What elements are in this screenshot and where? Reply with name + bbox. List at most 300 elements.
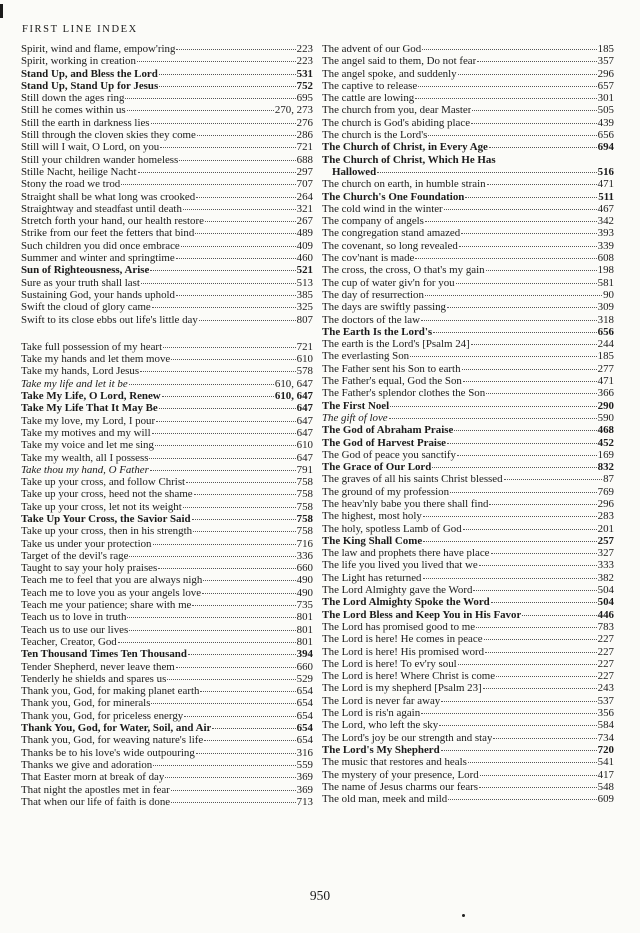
index-entry [21, 636, 313, 648]
entry-first-line: Still through the cloven skies they come [21, 129, 196, 142]
entry-first-line: The holy, spotless Lamb of God [322, 522, 462, 535]
entry-hymn-number: 277 [597, 362, 614, 375]
entry-hymn-number: 654 [296, 722, 313, 735]
entry-first-line: The Lord's My Shepherd [322, 743, 440, 756]
index-entry [21, 378, 313, 390]
entry-first-line: Take up your cross, heed not the shame [21, 488, 193, 501]
entry-first-line: The doctors of the law [322, 313, 420, 326]
dot-leader [423, 578, 597, 579]
dot-leader [441, 701, 596, 702]
entry-hymn-number: 647 [296, 451, 313, 464]
entry-hymn-number: 409 [296, 239, 313, 252]
entry-first-line: Thank You, God, for Water, Soil, and Air [21, 722, 212, 735]
dot-leader [450, 492, 597, 493]
entry-hymn-number: 385 [296, 288, 313, 301]
dot-leader [423, 541, 597, 542]
entry-hymn-number: 321 [296, 202, 313, 215]
dot-leader [192, 519, 296, 520]
entry-first-line: Thank you, God, for making planet earth [21, 685, 200, 698]
entry-first-line: Take my hands, Lord Jesus [21, 365, 140, 378]
index-entry [21, 55, 313, 67]
entry-first-line: The everlasting Son [322, 350, 410, 363]
index-entry [322, 92, 614, 104]
dot-leader [422, 49, 596, 50]
entry-hymn-number: 541 [597, 756, 614, 769]
index-entry [21, 104, 313, 116]
entry-first-line: The earth is the Lord's [Psalm 24] [322, 338, 470, 351]
dot-leader [444, 209, 597, 210]
index-entry [322, 621, 614, 633]
index-entry [21, 734, 313, 746]
dot-leader [461, 233, 596, 234]
dot-leader [472, 110, 596, 111]
dot-leader [121, 184, 295, 185]
dot-leader [151, 123, 296, 124]
index-entry [21, 215, 313, 227]
index-entry [21, 390, 313, 402]
dot-leader [491, 602, 597, 603]
index-entry [322, 203, 614, 215]
margin-dot [462, 914, 465, 917]
index-entry [21, 452, 313, 464]
entry-first-line: Take My Life That It May Be [21, 402, 158, 415]
entry-first-line: The King Shall Come [322, 534, 423, 547]
entry-hymn-number: 660 [296, 562, 313, 575]
entry-first-line: Spirit, working in creation [21, 55, 136, 68]
entry-first-line: Target of the devil's rage [21, 549, 129, 562]
dot-leader [463, 381, 597, 382]
dot-leader [171, 359, 295, 360]
entry-first-line: Teach me to feel that you are always nigh [21, 574, 203, 587]
index-entry [21, 685, 313, 697]
entry-hymn-number: 801 [296, 635, 313, 648]
index-entry [21, 513, 313, 525]
dot-leader [415, 98, 596, 99]
entry-hymn-number: 327 [597, 547, 614, 560]
index-entry [21, 80, 313, 92]
entry-hymn-number: 752 [296, 79, 313, 92]
index-entry [21, 624, 313, 636]
dot-leader [204, 740, 295, 741]
entry-hymn-number: 393 [597, 227, 614, 240]
entry-first-line: Thanks be to his love's wide outpouring [21, 746, 195, 759]
entry-hymn-number: 394 [296, 648, 313, 661]
dot-leader [179, 160, 295, 161]
entry-first-line: The God of Abraham Praise [322, 424, 454, 437]
dot-leader [151, 703, 295, 704]
entry-hymn-number: 243 [597, 682, 614, 695]
entry-hymn-number: 342 [597, 215, 614, 228]
entry-hymn-number: 290 [597, 399, 614, 412]
dot-leader [212, 728, 295, 729]
entry-first-line: The Lord's joy be our strength and stay [322, 731, 493, 744]
index-entry [322, 117, 614, 129]
index-entry [21, 92, 313, 104]
dot-leader [140, 371, 296, 372]
dot-leader [457, 455, 597, 456]
dot-leader [176, 667, 296, 668]
entry-first-line: Teach us to love in truth [21, 611, 127, 624]
entry-first-line: Take my motives and my will [21, 426, 151, 439]
entry-hymn-number: 660 [296, 660, 313, 673]
entry-first-line: The cov'nant is made [322, 252, 415, 265]
entry-hymn-number: 801 [296, 611, 313, 624]
entry-first-line: The advent of our God [322, 43, 422, 55]
index-entry [322, 68, 614, 80]
index-entry [21, 611, 313, 623]
index-entry [322, 695, 614, 707]
entry-hymn-number: 244 [597, 338, 614, 351]
entry-first-line: Thank you, God, for priceless energy [21, 709, 184, 722]
entry-first-line: The Lord Bless and Keep You in His Favor [322, 608, 522, 621]
index-entry [21, 488, 313, 500]
index-entry [21, 697, 313, 709]
entry-hymn-number: 257 [597, 534, 614, 547]
dot-leader [471, 344, 597, 345]
entry-hymn-number: 511 [598, 190, 614, 203]
dot-leader [196, 753, 296, 754]
index-entry [322, 314, 614, 326]
entry-first-line: Still will I wait, O Lord, on you [21, 141, 160, 154]
dot-leader [186, 482, 296, 483]
entry-first-line: Thanks we give and adoration [21, 758, 153, 771]
dot-leader [418, 86, 596, 87]
index-entry [322, 633, 614, 645]
entry-hymn-number: 201 [597, 522, 614, 535]
index-entry [322, 732, 614, 744]
dot-leader [155, 445, 296, 446]
dot-leader [203, 580, 295, 581]
dot-leader [158, 568, 295, 569]
entry-hymn-number: 439 [597, 116, 614, 129]
index-entry [322, 55, 614, 67]
index-entry [322, 252, 614, 264]
index-entry [322, 400, 614, 412]
dot-leader [165, 777, 295, 778]
entry-hymn-number: 446 [597, 608, 614, 621]
page-edge-mark [0, 4, 3, 18]
entry-hymn-number: 336 [296, 549, 313, 562]
entry-first-line: The name of Jesus charms our fears [322, 780, 479, 793]
index-entry [322, 646, 614, 658]
entry-first-line: Still he comes within us [21, 104, 126, 117]
entry-hymn-number: 490 [296, 586, 313, 599]
dot-leader [493, 738, 596, 739]
entry-first-line: Take up your cross, and follow Christ [21, 476, 186, 489]
entry-first-line: The Light has returned [322, 571, 422, 584]
index-entry [21, 240, 313, 252]
dot-leader [129, 556, 295, 557]
dot-leader [129, 630, 295, 631]
dot-leader [454, 430, 596, 431]
entry-hymn-number: 656 [597, 325, 614, 338]
entry-first-line: The cross, the cross, O that's my gain [322, 264, 485, 277]
entry-first-line: The cold wind in the winter [322, 202, 443, 215]
entry-first-line: The angel spoke, and suddenly [322, 67, 457, 80]
entry-first-line: Take thou my hand, O Father [21, 463, 149, 476]
index-entry [21, 314, 313, 326]
entry-hymn-number: 87 [603, 473, 614, 486]
index-entry [21, 784, 313, 796]
dot-leader [425, 295, 602, 296]
entry-hymn-number: 610, 647 [274, 390, 313, 403]
entry-first-line: The Lord is here! He comes in peace [322, 633, 483, 646]
entry-hymn-number: 382 [597, 571, 614, 584]
index-entry [322, 547, 614, 559]
index-entry [21, 464, 313, 476]
dot-leader [197, 135, 296, 136]
index-entry [21, 117, 313, 129]
dot-leader [462, 369, 597, 370]
entry-hymn-number: 610, 647 [274, 377, 313, 390]
dot-leader [477, 61, 596, 62]
entry-first-line: The congregation stand amazed [322, 227, 461, 240]
entry-first-line: The Lord is ris'n again [322, 707, 421, 720]
dot-leader [153, 765, 295, 766]
entry-first-line: Straight shall be what long was crooked [21, 190, 196, 203]
index-entry [322, 80, 614, 92]
index-entry [322, 191, 614, 203]
dot-leader [463, 529, 597, 530]
entry-hymn-number: 316 [296, 746, 313, 759]
entry-hymn-number: 460 [296, 252, 313, 265]
entry-first-line: Stand Up, and Bless the Lord [21, 67, 158, 80]
page-number: 950 [309, 888, 331, 903]
dot-leader [410, 356, 597, 357]
dot-leader [487, 184, 597, 185]
entry-hymn-number: 548 [597, 780, 614, 793]
index-entry [322, 658, 614, 670]
entry-first-line: The Father's equal, God the Son [322, 375, 462, 388]
entry-first-line: The graves of all his saints Christ blessed [322, 473, 503, 486]
index-entry [21, 365, 313, 377]
entry-hymn-number: 758 [296, 525, 313, 538]
entry-hymn-number: 529 [296, 672, 313, 685]
entry-first-line: Tenderly he shields and spares us [21, 672, 167, 685]
entry-first-line: The company of angels [322, 215, 424, 228]
entry-first-line: Still down the ages ring [21, 92, 125, 105]
entry-hymn-number: 504 [597, 596, 614, 609]
dot-leader [433, 332, 597, 333]
dot-leader [196, 197, 295, 198]
right-group-the [322, 43, 614, 805]
entry-first-line: That night the apostles met in fear [21, 783, 170, 796]
index-entry [21, 525, 313, 537]
dot-leader [480, 775, 597, 776]
dot-leader [485, 652, 597, 653]
index-entry [322, 264, 614, 276]
dot-leader [479, 787, 597, 788]
entry-first-line: The God of peace you sanctify [322, 448, 456, 461]
entry-hymn-number: 758 [296, 488, 313, 501]
dot-leader [471, 123, 597, 124]
entry-first-line: Stille Nacht, heilige Nacht [21, 165, 137, 178]
entry-first-line: The Grace of Our Lord [322, 461, 432, 474]
entry-hymn-number: 505 [597, 104, 614, 117]
index-entry [322, 461, 614, 473]
dot-leader [447, 307, 597, 308]
entry-hymn-number: 339 [597, 239, 614, 252]
entry-hymn-number: 325 [296, 301, 313, 314]
dot-leader [390, 406, 597, 407]
page-header: FIRST LINE INDEX [22, 24, 138, 35]
entry-first-line: The Father sent his Son to earth [322, 362, 461, 375]
dot-leader [176, 295, 296, 296]
index-entry [322, 437, 614, 449]
entry-hymn-number: 521 [296, 264, 313, 277]
dot-leader [496, 676, 597, 677]
index-entry [322, 129, 614, 141]
dot-leader [486, 393, 596, 394]
dot-leader [459, 246, 597, 247]
group-gap [21, 326, 313, 341]
index-entry [21, 289, 313, 301]
index-entry [21, 277, 313, 289]
dot-leader [118, 642, 296, 643]
entry-hymn-number: 647 [296, 426, 313, 439]
entry-hymn-number: 369 [296, 771, 313, 784]
left-group-t [21, 341, 313, 808]
entry-first-line: Still your children wander homeless [21, 153, 179, 166]
index-entry [21, 747, 313, 759]
entry-hymn-number: 227 [597, 633, 614, 646]
entry-hymn-number: 468 [597, 424, 614, 437]
dot-leader [129, 384, 274, 385]
dot-leader [473, 590, 596, 591]
entry-hymn-number: 369 [296, 783, 313, 796]
index-entry [322, 227, 614, 239]
dot-leader [156, 421, 296, 422]
entry-hymn-number: 452 [597, 436, 614, 449]
entry-hymn-number: 654 [296, 697, 313, 710]
index-entry [322, 498, 614, 510]
index-entry [21, 154, 313, 166]
entry-hymn-number: 531 [296, 67, 313, 80]
index-entry [21, 796, 313, 808]
entry-first-line: Tender Shepherd, never leave them [21, 660, 175, 673]
entry-first-line: The Father's splendor clothes the Son [322, 387, 486, 400]
entry-first-line: The days are swiftly passing [322, 301, 447, 314]
entry-hymn-number: 721 [296, 340, 313, 353]
dot-leader [476, 627, 597, 628]
index-entry [21, 501, 313, 513]
entry-hymn-number: 608 [597, 252, 614, 265]
entry-hymn-number: 721 [296, 141, 313, 154]
entry-first-line: The Lord is here! His promised word [322, 645, 485, 658]
entry-first-line: Teach us to use our lives [21, 623, 129, 636]
index-entry [322, 43, 614, 55]
entry-first-line: Teach me to love you as your angels love [21, 586, 202, 599]
index-entry [322, 424, 614, 436]
entry-first-line: The mystery of your presence, Lord [322, 768, 479, 781]
entry-first-line: The Church of Christ, Which He Has [322, 153, 496, 166]
entry-first-line: The music that restores and heals [322, 756, 467, 769]
entry-first-line: The Church's One Foundation [322, 190, 465, 203]
entry-hymn-number: 489 [296, 227, 313, 240]
entry-first-line: Take my life and let it be [21, 377, 128, 390]
dot-leader [127, 110, 274, 111]
dot-leader [483, 688, 597, 689]
dot-leader [152, 307, 296, 308]
entry-first-line: Thank you, God, for weaving nature's life [21, 734, 204, 747]
index-entry [322, 338, 614, 350]
entry-first-line: The Lord is my shepherd [Psalm 23] [322, 682, 482, 695]
index-entry [21, 178, 313, 190]
index-entry [322, 756, 614, 768]
entry-hymn-number: 581 [597, 276, 614, 289]
dot-leader [377, 172, 596, 173]
dot-leader [159, 86, 295, 87]
entry-first-line: That when our life of faith is done [21, 795, 171, 808]
entry-hymn-number: 356 [597, 707, 614, 720]
entry-first-line: Such children you did once embrace [21, 239, 180, 252]
index-entry [322, 289, 614, 301]
entry-hymn-number: 537 [597, 694, 614, 707]
entry-hymn-number: 656 [597, 129, 614, 142]
entry-first-line: The Lord has promised good to me [322, 620, 476, 633]
dot-leader [441, 750, 597, 751]
entry-hymn-number: 783 [597, 620, 614, 633]
entry-first-line: Still the earth in darkness lies [21, 116, 150, 129]
dot-leader [159, 408, 296, 409]
index-entry [322, 215, 614, 227]
entry-hymn-number: 707 [296, 178, 313, 191]
entry-hymn-number: 270, 273 [274, 104, 313, 117]
dot-leader [176, 258, 296, 259]
dot-leader [202, 593, 296, 594]
entry-hymn-number: 688 [296, 153, 313, 166]
index-entry [21, 252, 313, 264]
dot-leader [193, 531, 296, 532]
dot-leader [448, 799, 596, 800]
entry-first-line: Spirit, wind and flame, empow'ring [21, 43, 176, 55]
entry-first-line: The church is the Lord's [322, 129, 428, 142]
index-entry [21, 574, 313, 586]
left-group-s [21, 43, 313, 326]
index-entry [322, 744, 614, 756]
dot-leader [200, 691, 295, 692]
dot-leader [183, 507, 296, 508]
entry-hymn-number: 417 [597, 768, 614, 781]
entry-first-line: Take up your cross, let not its weight [21, 500, 182, 513]
entry-hymn-number: 758 [296, 500, 313, 513]
index-entry [21, 203, 313, 215]
entry-hymn-number: 318 [597, 313, 614, 326]
index-entry [322, 166, 614, 178]
entry-first-line: Taught to say your holy praises [21, 562, 158, 575]
dot-leader [456, 283, 597, 284]
dot-leader [415, 258, 596, 259]
entry-first-line: The Lord is here! To ev'ry soul [322, 657, 457, 670]
entry-first-line: That Easter morn at break of day [21, 771, 165, 784]
index-entry [322, 449, 614, 461]
entry-first-line: Stand Up, Stand Up for Jesus [21, 79, 159, 92]
dot-leader [176, 49, 295, 50]
index-entry [21, 129, 313, 141]
dot-leader [137, 61, 296, 62]
entry-first-line: The ground of my profession [322, 485, 450, 498]
entry-first-line: The God of Harvest Praise [322, 436, 447, 449]
entry-hymn-number: 734 [597, 731, 614, 744]
entry-hymn-number: 791 [296, 463, 313, 476]
entry-first-line: Summer and winter and springtime [21, 252, 175, 265]
index-entry [21, 599, 313, 611]
entry-first-line: The Lord is here! Where Christ is come [322, 670, 496, 683]
entry-hymn-number: 223 [296, 55, 313, 68]
entry-first-line: The Lord is never far away [322, 694, 441, 707]
index-entry [322, 326, 614, 338]
dot-leader [150, 470, 296, 471]
